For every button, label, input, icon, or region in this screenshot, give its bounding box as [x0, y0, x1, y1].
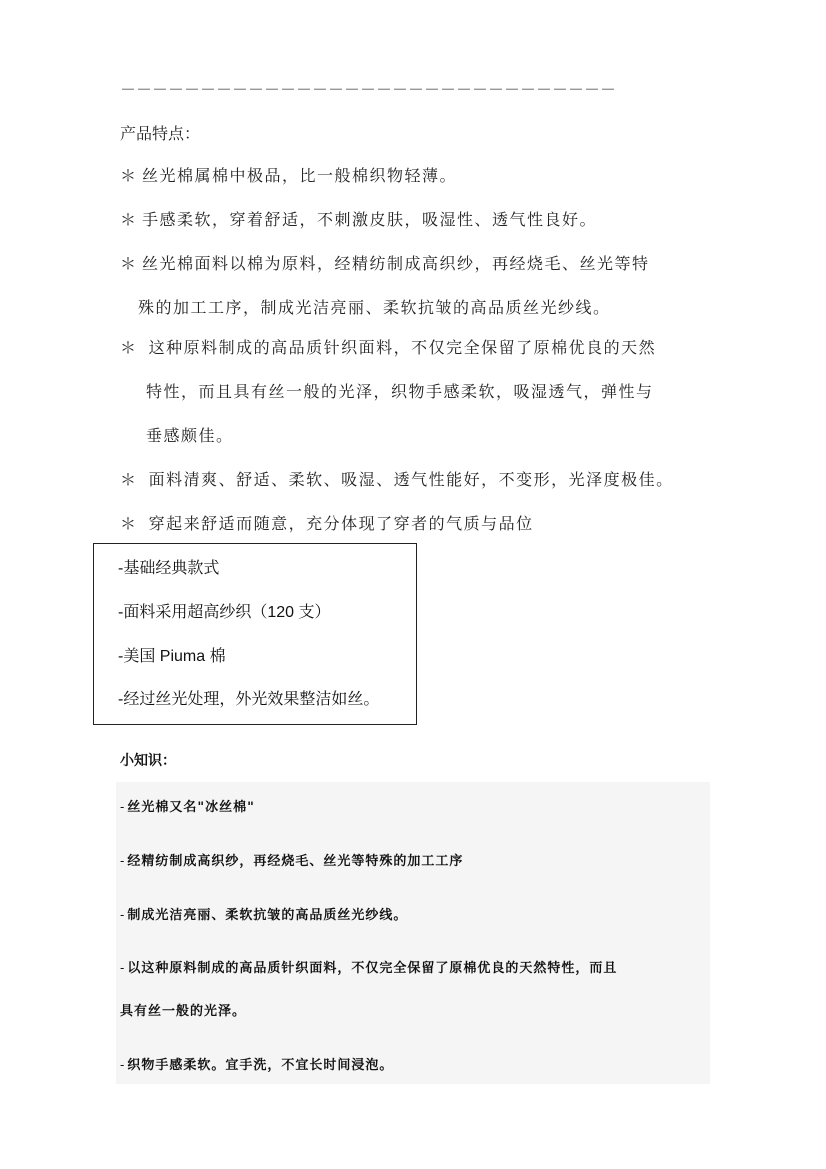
tip-item [120, 796, 255, 815]
feature-text: 丝光棉属棉中极品，比一般棉织物轻薄。 [142, 166, 458, 185]
spec-item: -面料采用超高纱织（120 支） [118, 604, 331, 621]
feature-text: 面料清爽、舒适、柔软、吸湿、透气性能好，不变形，光泽度极佳。 [142, 470, 674, 489]
tip-bullet: - [120, 1057, 126, 1072]
feature-text-continued: 垂感颇佳。 [146, 426, 234, 445]
star-bullet: ＊ [120, 210, 138, 229]
tip-item [120, 850, 463, 869]
star-bullet: ＊ [120, 254, 138, 273]
tip-bullet: - [120, 799, 126, 814]
star-bullet: ＊ [120, 470, 138, 489]
star-bullet: ＊ [120, 514, 138, 533]
spec-item: -经过丝光处理，外光效果整洁如丝。 [118, 691, 380, 708]
tip-bullet: - [120, 960, 126, 975]
tip-item [120, 904, 407, 923]
tip-text: 经精纺制成高织纱，再经烧毛、丝光等特殊的加工工序 [127, 854, 464, 869]
feature-text-continued: 殊的加工工序，制成光洁亮丽、柔软抗皱的高品质丝光纱线。 [138, 298, 611, 317]
feature-item [120, 198, 720, 242]
tip-text: 以这种原料制成的高品质针织面料，不仅完全保留了原棉优良的天然特性，而且 [127, 961, 618, 976]
features-title: 产品特点： [120, 124, 201, 143]
tip-bullet: - [120, 853, 126, 868]
feature-text: 穿起来舒适而随意，充分体现了穿者的气质与品位 [142, 514, 534, 533]
tips-box [116, 782, 710, 1084]
tip-text: 织物手感柔软。宜手洗，不宜长时间浸泡。 [127, 1058, 394, 1073]
tip-text: 制成光洁亮丽、柔软抗皱的高品质丝光纱线。 [127, 908, 408, 923]
feature-item [120, 242, 720, 330]
spec-item: -美国 Piuma 棉 [118, 648, 226, 665]
feature-item [120, 502, 720, 546]
tips-title: 小知识： [120, 753, 176, 769]
feature-item [120, 154, 720, 198]
feature-text: 手感柔软，穿着舒适，不刺激皮肤，吸湿性、透气性良好。 [142, 210, 598, 229]
tip-item [120, 957, 617, 976]
spec-item: -基础经典款式 [118, 560, 220, 577]
spec-box [93, 543, 417, 725]
star-bullet: ＊ [120, 338, 138, 357]
tip-item-continued [120, 1000, 246, 1019]
tip-bullet: - [120, 907, 126, 922]
feature-text: 丝光棉面料以棉为原料，经精纺制成高织纱，再经烧毛、丝光等特 [142, 254, 650, 273]
tip-text: 丝光棉又名"冰丝棉" [127, 800, 255, 815]
tip-text-continued: 具有丝一般的光泽。 [120, 1004, 247, 1019]
tip-item [120, 1054, 393, 1073]
feature-text-continued: 特性，而且具有丝一般的光泽，织物手感柔软，吸湿透气，弹性与 [146, 382, 654, 401]
feature-item [120, 458, 720, 502]
feature-item [120, 326, 720, 458]
feature-text: 这种原料制成的高品质针织面料，不仅完全保留了原棉优良的天然 [142, 338, 657, 357]
divider-line: －－－－－－－－－－－－－－－－－－－－－－－－－－－－－－－ [120, 80, 617, 99]
star-bullet: ＊ [120, 166, 138, 185]
